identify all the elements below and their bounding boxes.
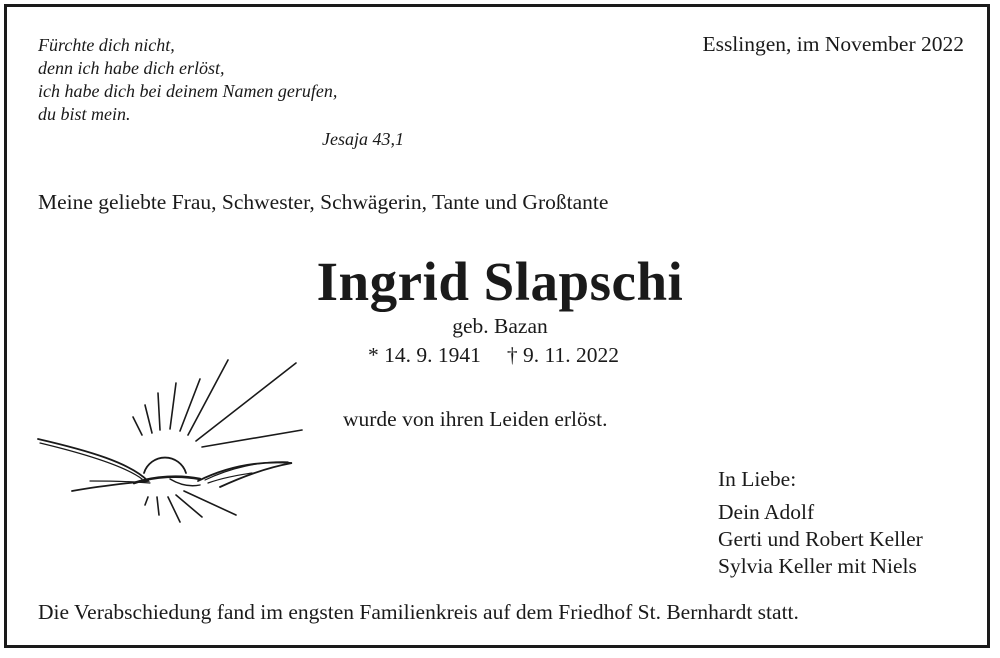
intro-text: Meine geliebte Frau, Schwester, Schwägerin, Tante und Großtante <box>38 190 609 214</box>
bible-verse <box>38 34 404 151</box>
deceased-name: Ingrid Slapschi <box>316 251 684 312</box>
mourners-block <box>718 466 923 580</box>
mourner-name: Dein Adolf <box>718 500 815 524</box>
death-date: † 9. 11. 2022 <box>506 343 619 367</box>
verse-line: ich habe dich bei deinem Namen gerufen, <box>38 81 338 101</box>
farewell-text: Die Verabschiedung fand im engsten Familienkreis auf dem Friedhof St. Bernhardt statt. <box>38 600 799 624</box>
verse-line: denn ich habe dich erlöst, <box>38 58 225 78</box>
maiden-name: geb. Bazan <box>452 314 548 338</box>
place-date: Esslingen, im November 2022 <box>702 32 964 56</box>
mourner-name: Gerti und Robert Keller <box>718 527 923 551</box>
relieved-text: wurde von ihren Leiden erlöst. <box>343 407 608 431</box>
mourner-name: Sylvia Keller mit Niels <box>718 554 917 578</box>
mourners-heading: In Liebe: <box>718 467 797 491</box>
verse-reference: Jesaja 43,1 <box>322 129 404 149</box>
birth-date: * 14. 9. 1941 <box>368 343 481 367</box>
life-dates <box>368 343 619 368</box>
verse-line: du bist mein. <box>38 104 131 124</box>
sunset-wings-icon <box>30 355 320 530</box>
verse-line: Fürchte dich nicht, <box>38 35 175 55</box>
